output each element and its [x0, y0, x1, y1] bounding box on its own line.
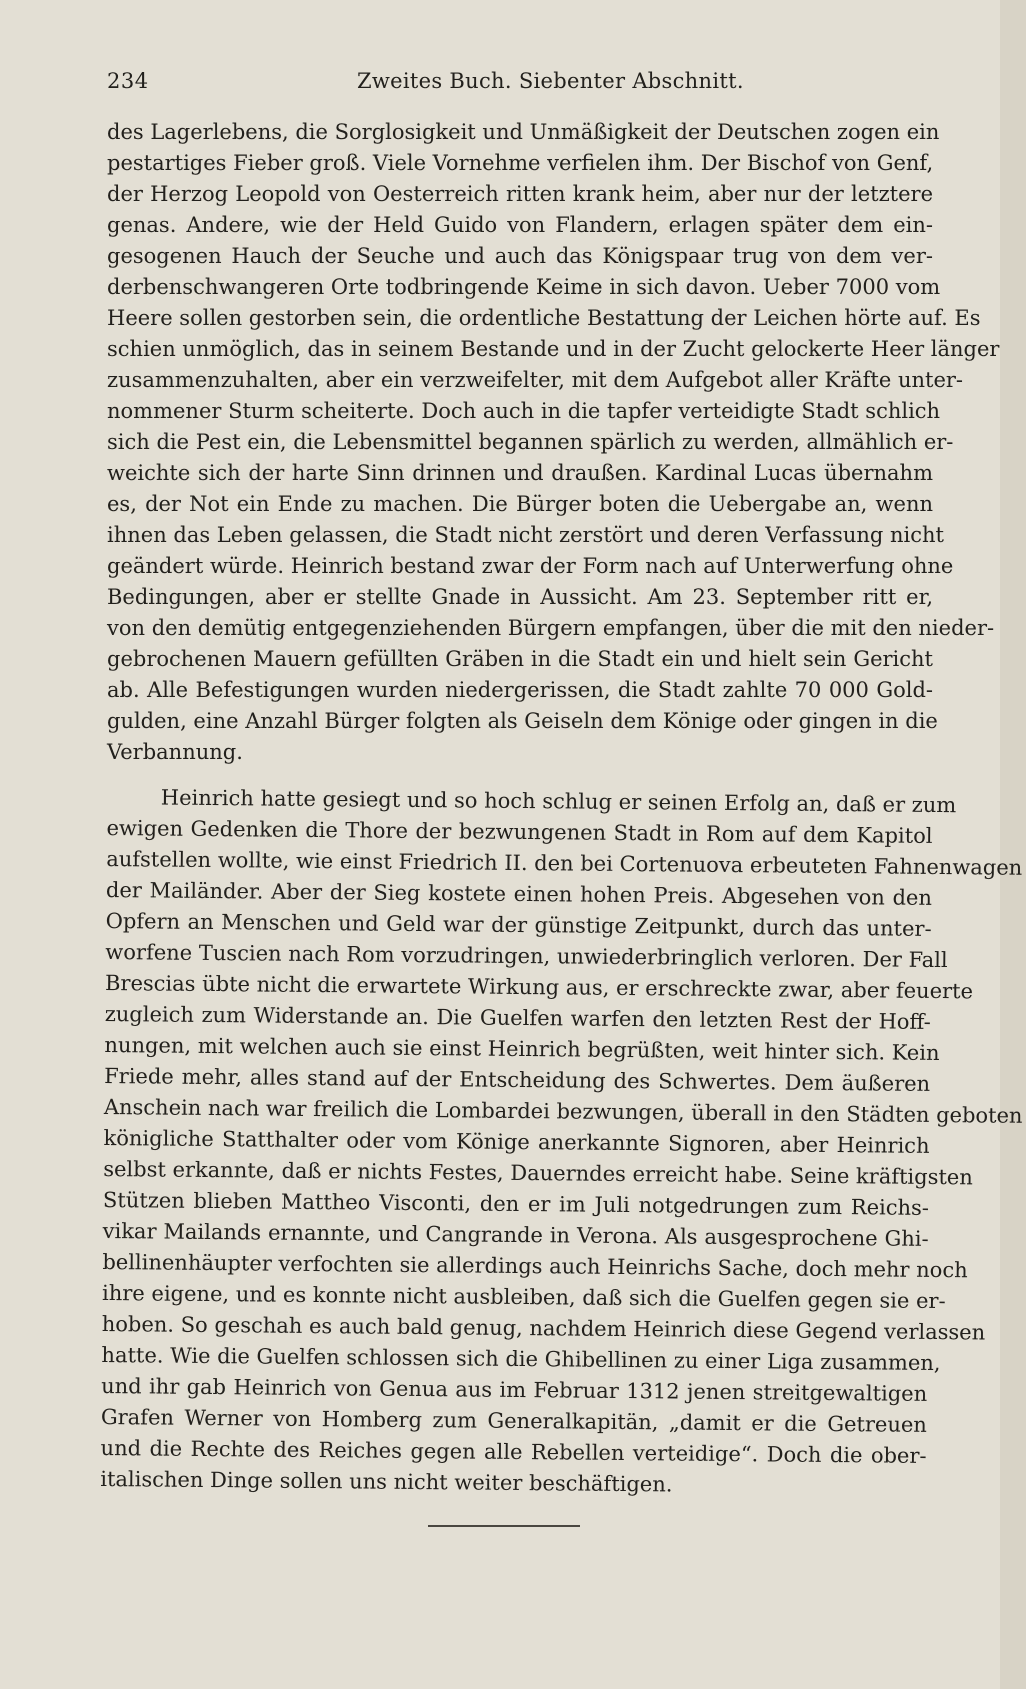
running-head	[107, 64, 933, 98]
text-line: nungen, mit welchen auch sie einst Heinrich begrüßten, weit hinter sich. Kein	[104, 1032, 940, 1066]
end-rule	[428, 1525, 580, 1527]
text-line: der Mailänder. Aber der Sieg kostete einen hohen Preis. Abgesehen von den	[105, 877, 933, 910]
text-line: Heere sollen gestorben sein, die ordentliche Bestattung der Leichen hörte auf. Es	[107, 306, 981, 330]
text-line: Heinrich hatte gesiegt und so hoch schlug er seinen Erfolg an, daß er zum	[160, 785, 957, 818]
text-line: hatte. Wie die Guelfen schlossen sich die Ghibellinen zu einer Liga zusammen,	[101, 1342, 941, 1376]
text-line: der Herzog Leopold von Oesterreich ritten krank heim, aber nur der letztere	[107, 182, 933, 206]
text-line: nommener Sturm scheiterte. Doch auch in die tapfer verteidigte Stadt schlich	[107, 399, 941, 423]
text-line: ewigen Gedenken die Thore der bezwungenen Stadt in Rom auf dem Kapitol	[106, 815, 933, 848]
text-line: Verbannung.	[107, 740, 243, 764]
page-number: 234	[107, 69, 149, 93]
paragraph-gap	[107, 768, 933, 782]
paragraph	[107, 117, 1000, 768]
text-line: Stützen blieben Mattheo Visconti, den er im Juli notgedrungen zum Reichs-	[102, 1187, 930, 1220]
text-line: vikar Mailands ernannte, und Cangrande in Verona. Als ausgesprochene Ghi-	[102, 1218, 929, 1251]
text-line: selbst erkannte, daß er nichts Festes, Dauerndes erreicht habe. Seine kräftigsten	[103, 1156, 973, 1190]
text-line: Friede mehr, alles stand auf der Entscheidung des Schwertes. Dem äußeren	[104, 1063, 931, 1096]
text-line: gulden, eine Anzahl Bürger folgten als Geiseln dem Könige oder gingen in die	[107, 709, 938, 733]
text-line: italischen Dinge sollen uns nicht weiter beschäftigen.	[100, 1466, 673, 1497]
paragraph	[100, 782, 1023, 1503]
text-line: Anschein nach war freilich die Lombardei bezwungen, überall in den Städten geboten	[103, 1094, 1023, 1128]
text-line: Brescias übte nicht die erwartete Wirkung aus, er erschreckte zwar, aber feuerte	[104, 970, 974, 1004]
text-line: ab. Alle Befestigungen wurden niedergerissen, die Stadt zahlte 70 000 Gold-	[107, 678, 933, 702]
text-line: königliche Statthalter oder vom Könige anerkannte Signoren, aber Heinrich	[103, 1125, 930, 1158]
text-line: zusammenzuhalten, aber ein verzweifelter, mit dem Aufgebot aller Kräfte unter-	[107, 368, 964, 392]
text-line: ihnen das Leben gelassen, die Stadt nicht zerstört und deren Verfassung nicht	[107, 523, 944, 547]
body-text	[100, 117, 1023, 1497]
text-line: und die Rechte des Reiches gegen alle Rebellen verteidige“. Doch die ober-	[100, 1435, 927, 1468]
text-line: derbenschwangeren Orte todbringende Keime in sich davon. Ueber 7000 vom	[107, 275, 941, 299]
text-line: sich die Pest ein, die Lebensmittel begannen spärlich zu werden, allmählich er-	[107, 430, 954, 454]
text-line: schien unmöglich, das in seinem Bestande und in der Zucht gelockerte Heer länger	[107, 337, 1000, 361]
text-line: Bedingungen, aber er stellte Gnade in Aussicht. Am 23. September ritt er,	[107, 585, 933, 609]
text-line: pestartiges Fieber groß. Viele Vornehme verfielen ihm. Der Bischof von Genf,	[107, 151, 934, 175]
text-line: bellinenhäupter verfochten sie allerdings auch Heinrichs Sache, doch mehr noch	[102, 1249, 968, 1283]
text-line: ihre eigene, und es konnte nicht ausbleiben, daß sich die Guelfen gegen sie er-	[101, 1280, 946, 1314]
text-line: hoben. So geschah es auch bald genug, nachdem Heinrich diese Gegend verlassen	[101, 1311, 986, 1345]
chapter-heading: Zweites Buch. Siebenter Abschnitt.	[357, 69, 744, 93]
text-line: zugleich zum Widerstande an. Die Guelfen warfen den letzten Rest der Hoff-	[104, 1001, 931, 1034]
text-line: gebrochenen Mauern gefüllten Gräben in die Stadt ein und hielt sein Gericht	[107, 647, 933, 671]
text-line: worfene Tuscien nach Rom vorzudringen, unwiederbringlich verloren. Der Fall	[105, 939, 948, 973]
text-line: Opfern an Menschen und Geld war der günstige Zeitpunkt, durch das unter-	[105, 908, 932, 941]
text-line: geändert würde. Heinrich bestand zwar der Form nach auf Unterwerfung ohne	[107, 554, 954, 578]
text-line: gesogenen Hauch der Seuche und auch das Königspaar trug von dem ver-	[107, 244, 933, 268]
text-line: weichte sich der harte Sinn drinnen und draußen. Kardinal Lucas übernahm	[107, 461, 933, 485]
text-line: Grafen Werner von Homberg zum Generalkapitän, „damit er die Getreuen	[100, 1404, 927, 1437]
text-line: aufstellen wollte, wie einst Friedrich II. den bei Cortenuova erbeuteten Fahnenwagen	[106, 846, 1023, 880]
text-line: von den demütig entgegenziehenden Bürgern empfangen, über die mit den nieder-	[107, 616, 995, 640]
text-line: es, der Not ein Ende zu machen. Die Bürger boten die Uebergabe an, wenn	[107, 492, 933, 516]
text-line: genas. Andere, wie der Held Guido von Flandern, erlagen später dem ein-	[107, 213, 933, 237]
text-line: und ihr gab Heinrich von Genua aus im Februar 1312 jenen streitgewaltigen	[101, 1373, 928, 1406]
text-line: des Lagerlebens, die Sorglosigkeit und Unmäßigkeit der Deutschen zogen ein	[107, 120, 940, 144]
